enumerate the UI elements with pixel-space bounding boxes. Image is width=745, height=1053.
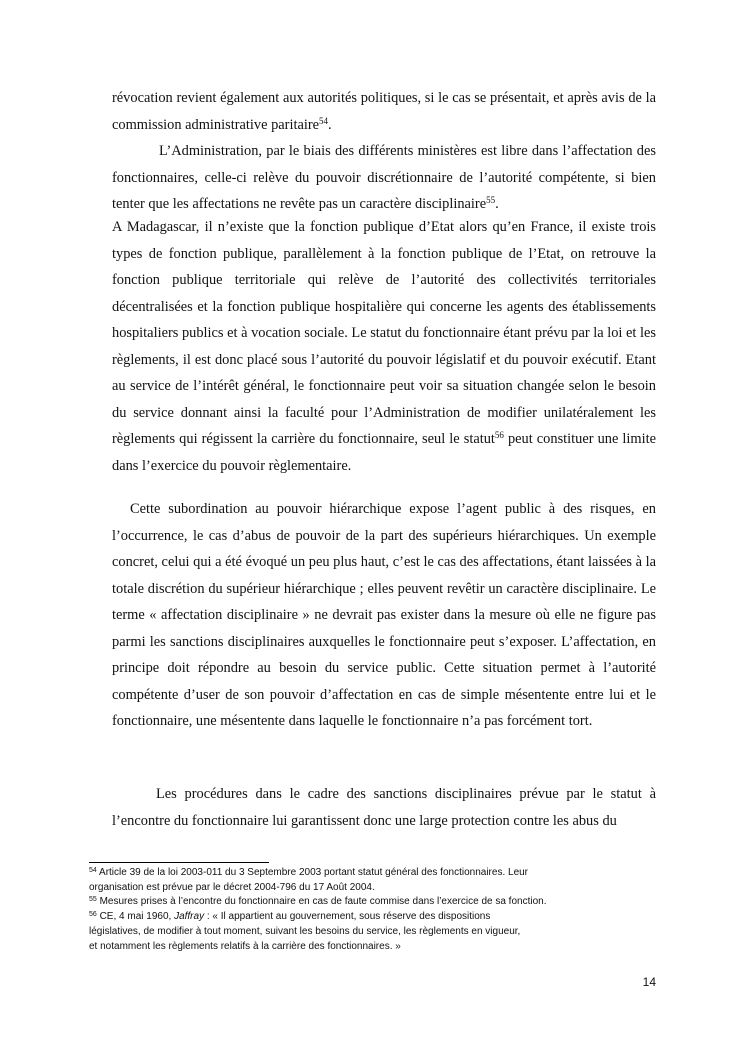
page-number: 14: [642, 975, 656, 989]
footnotes: [89, 866, 649, 954]
paragraph-procedures: [112, 781, 656, 834]
case-name: Jaffray: [174, 911, 205, 923]
footnote-55: [89, 895, 649, 910]
paragraph-text: révocation revient également aux autorités politiques, si le cas se présentait, et après avis de la commission administrative paritaire: [112, 90, 656, 133]
paragraph-administration: [112, 138, 656, 218]
footnote-56-cont: [89, 925, 649, 940]
footnote-56-cont: [89, 940, 649, 955]
footnote-text: et notamment les règlements relatifs à la carrière des fonctionnaires. »: [89, 940, 401, 952]
paragraph-text-end: .: [328, 116, 332, 133]
footnote-text: Mesures prises à l’encontre du fonctionnaire en cas de faute commise dans l’exercice de sa fonction.: [99, 896, 547, 908]
footnote-ref: 55: [486, 195, 496, 205]
paragraph-text-end: peut constituer une limite dans l’exercice du pouvoir règlementaire.: [112, 431, 656, 474]
footnote-number: 55: [89, 896, 97, 904]
footnote-text: organisation est prévue par le décret 2004-796 du 17 Août 2004.: [89, 881, 375, 893]
footnote-separator: [89, 862, 269, 863]
paragraph-text: Cette subordination au pouvoir hiérarchique expose l’agent public à des risques, en l’occurrence, le cas d’abus de pouvoir de la part des supérieurs hiérarchiques. Un exemple concret, celui qui a été évoqué un peu plus haut, c’est le cas des affectations, étant laissées à la totale discrétion du supérieur hiérarchique ; elles peuvent revêtir un caractère disciplinaire. Le terme « affectation disciplinaire » ne devrait pas exister dans la mesure où elle ne figure pas parmi les sanctions disciplinaires auxquelles le fonctionnaire peut s’exposer. L’affectation, en principe doit répondre au besoin du service public. Cette situation permet à l’autorité compétente d’user de son pouvoir d’affectation en cas de simple mésentente entre lui et le fonctionnaire, une mésentente dans laquelle le fonctionnaire n’a pas forcément tort.: [112, 501, 656, 729]
footnote-54-cont: [89, 881, 649, 896]
footnote-ref: 56: [494, 430, 504, 440]
paragraph-madagascar: [112, 214, 656, 479]
paragraph-text: Les procédures dans le cadre des sanctions disciplinaires prévue par le statut à l’encontre du fonctionnaire lui garantissent donc une large protection contre les abus du: [112, 786, 656, 829]
paragraph-text: L’Administration, par le biais des différents ministères est libre dans l’affectation des fonctionnaires, celle-ci relève du pouvoir discrétionnaire de l’autorité compétente, si bien tenter que les affectations ne revête pas un caractère disciplinaire: [112, 143, 656, 212]
paragraph-continuation: [112, 85, 656, 138]
footnote-text: CE, 4 mai 1960,: [99, 911, 175, 923]
footnote-54: [89, 866, 649, 881]
paragraph-subordination: [112, 496, 656, 735]
footnote-text: Article 39 de la loi 2003-011 du 3 Septembre 2003 portant statut général des fonctionnaires. Leur: [99, 867, 529, 878]
footnote-56: [89, 910, 649, 925]
paragraph-text-end: .: [495, 196, 499, 212]
footnote-ref: 54: [319, 115, 329, 126]
footnote-text: législatives, de modifier à tout moment, suivant les besoins du service, les règlements en vigueur,: [89, 925, 521, 937]
footnote-number: 56: [89, 911, 97, 919]
footnote-text: : « Il appartient au gouvernement, sous réserve des dispositions: [204, 911, 491, 923]
paragraph-text: A Madagascar, il n’existe que la fonction publique d’Etat alors qu’en France, il existe trois types de fonction publique, parallèlement à la fonction publique de l’Etat, on retrouve la fonction publique territoriale qui relève de l’autorité des collectivités territoriales décentralisées et la fonction publique hospitalière qui concerne les agents des établissements hospitaliers publics et à vocation sociale. Le statut du fonctionnaire étant prévu par la loi et les règlements, il est donc placé sous l’autorité du pouvoir législatif et du pouvoir exécutif. Etant au service de l’intérêt général, le fonctionnaire peut voir sa situation changée selon le besoin du service donnant ainsi la faculté pour l’Administration de modifier unilatéralement les règlements qui régissent la carrière du fonctionnaire, seul le statut: [112, 219, 656, 447]
footnote-number: 54: [89, 867, 97, 874]
